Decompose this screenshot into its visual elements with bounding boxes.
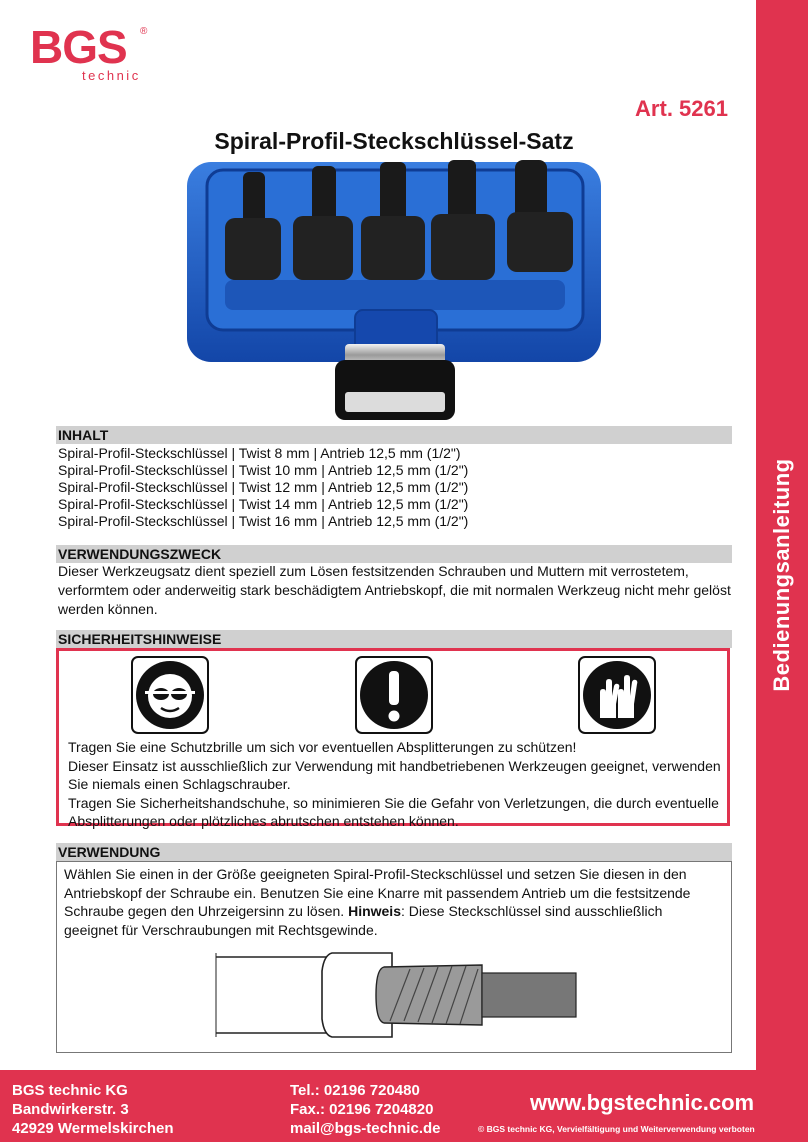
- safety-line: Tragen Sie eine Schutzbrille um sich vor eventuellen Absplitterungen zu schützen!: [68, 739, 577, 755]
- usage-text-part: Wählen Sie einen in der Größe geeigneten Spiral-Profil-Steckschlüssel und setzen Sie diesen in den Antriebskopf der Schraube ein. Benutzen Sie eine Knarre mit passendem Antrieb um die festsitzende Schraube gegen den Uhrzeigersinn zu lösen.: [64, 866, 691, 919]
- brand-logo: [30, 22, 156, 84]
- goggles-icon: [131, 656, 209, 734]
- safety-line: Tragen Sie Sicherheitshandschuhe, so minimieren Sie die Gefahr von Verletzungen, die durch eventuelle Absplitterungen oder plötzliches abrutschen entstehen können.: [68, 794, 719, 829]
- footer-street: Bandwirkerstr. 3: [12, 1101, 129, 1118]
- list-item: Spiral-Profil-Steckschlüssel | Twist 10 mm | Antrieb 12,5 mm (1/2"): [58, 462, 469, 478]
- safety-text: [68, 738, 722, 831]
- usage-diagram: [214, 945, 578, 1045]
- logo-brand: BGS: [30, 21, 127, 73]
- footer-copyright: © BGS technic KG, Vervielfältigung und Weiterverwendung verboten: [478, 1124, 755, 1134]
- section-heading-verwendung: VERWENDUNG: [56, 843, 732, 861]
- usage-text-part: : Diese Steckschlüssel sind ausschließlich geeignet für Verschraubungen mit Rechtsgewinde.: [64, 903, 663, 938]
- product-image: [185, 160, 605, 430]
- usage-text: [64, 865, 720, 939]
- footer-fax: Fax.: 02196 7204820: [290, 1101, 434, 1118]
- purpose-text: Dieser Werkzeugsatz dient speziell zum Lösen festsitzenden Schrauben und Muttern mit verrostetem, verformtem oder anderweitig stark beschädigtem Antriebskopf, die mit normalen Werkzeug nicht mehr gelöst werden können.: [58, 563, 731, 617]
- safety-line: Dieser Einsatz ist ausschließlich zur Verwendung mit handbetriebenen Werkzeugen geeignet, verwenden Sie niemals einen Schlagschrauber.: [68, 757, 721, 792]
- section-heading-zweck: VERWENDUNGSZWECK: [56, 545, 732, 563]
- sidebar-label: Bedienungsanleitung: [769, 458, 794, 692]
- list-item: Spiral-Profil-Steckschlüssel | Twist 14 mm | Antrieb 12,5 mm (1/2"): [58, 496, 469, 512]
- hint-label: Hinweis: [348, 903, 401, 919]
- exclamation-icon: [355, 656, 433, 734]
- section-heading-sicherheit: SICHERHEITSHINWEISE: [56, 630, 732, 648]
- article-number: Art. 5261: [635, 96, 728, 121]
- footer-tel[interactable]: Tel.: 02196 720480: [290, 1082, 420, 1099]
- footer-mail[interactable]: mail@bgs-technic.de: [290, 1120, 441, 1137]
- list-item: Spiral-Profil-Steckschlüssel | Twist 12 mm | Antrieb 12,5 mm (1/2"): [58, 479, 469, 495]
- list-item: Spiral-Profil-Steckschlüssel | Twist 8 mm | Antrieb 12,5 mm (1/2"): [58, 445, 461, 461]
- logo-sub: technic: [82, 68, 141, 83]
- page-title: Spiral-Profil-Steckschlüssel-Satz: [214, 128, 574, 154]
- footer-city: 42929 Wermelskirchen: [12, 1120, 174, 1137]
- list-item: Spiral-Profil-Steckschlüssel | Twist 16 mm | Antrieb 12,5 mm (1/2"): [58, 513, 469, 529]
- gloves-icon: [578, 656, 656, 734]
- section-heading-inhalt: INHALT: [56, 426, 732, 444]
- logo-registered: ®: [140, 26, 148, 37]
- footer-company: BGS technic KG: [12, 1082, 128, 1099]
- footer-web[interactable]: www.bgstechnic.com: [530, 1090, 755, 1115]
- footer: [0, 1070, 808, 1142]
